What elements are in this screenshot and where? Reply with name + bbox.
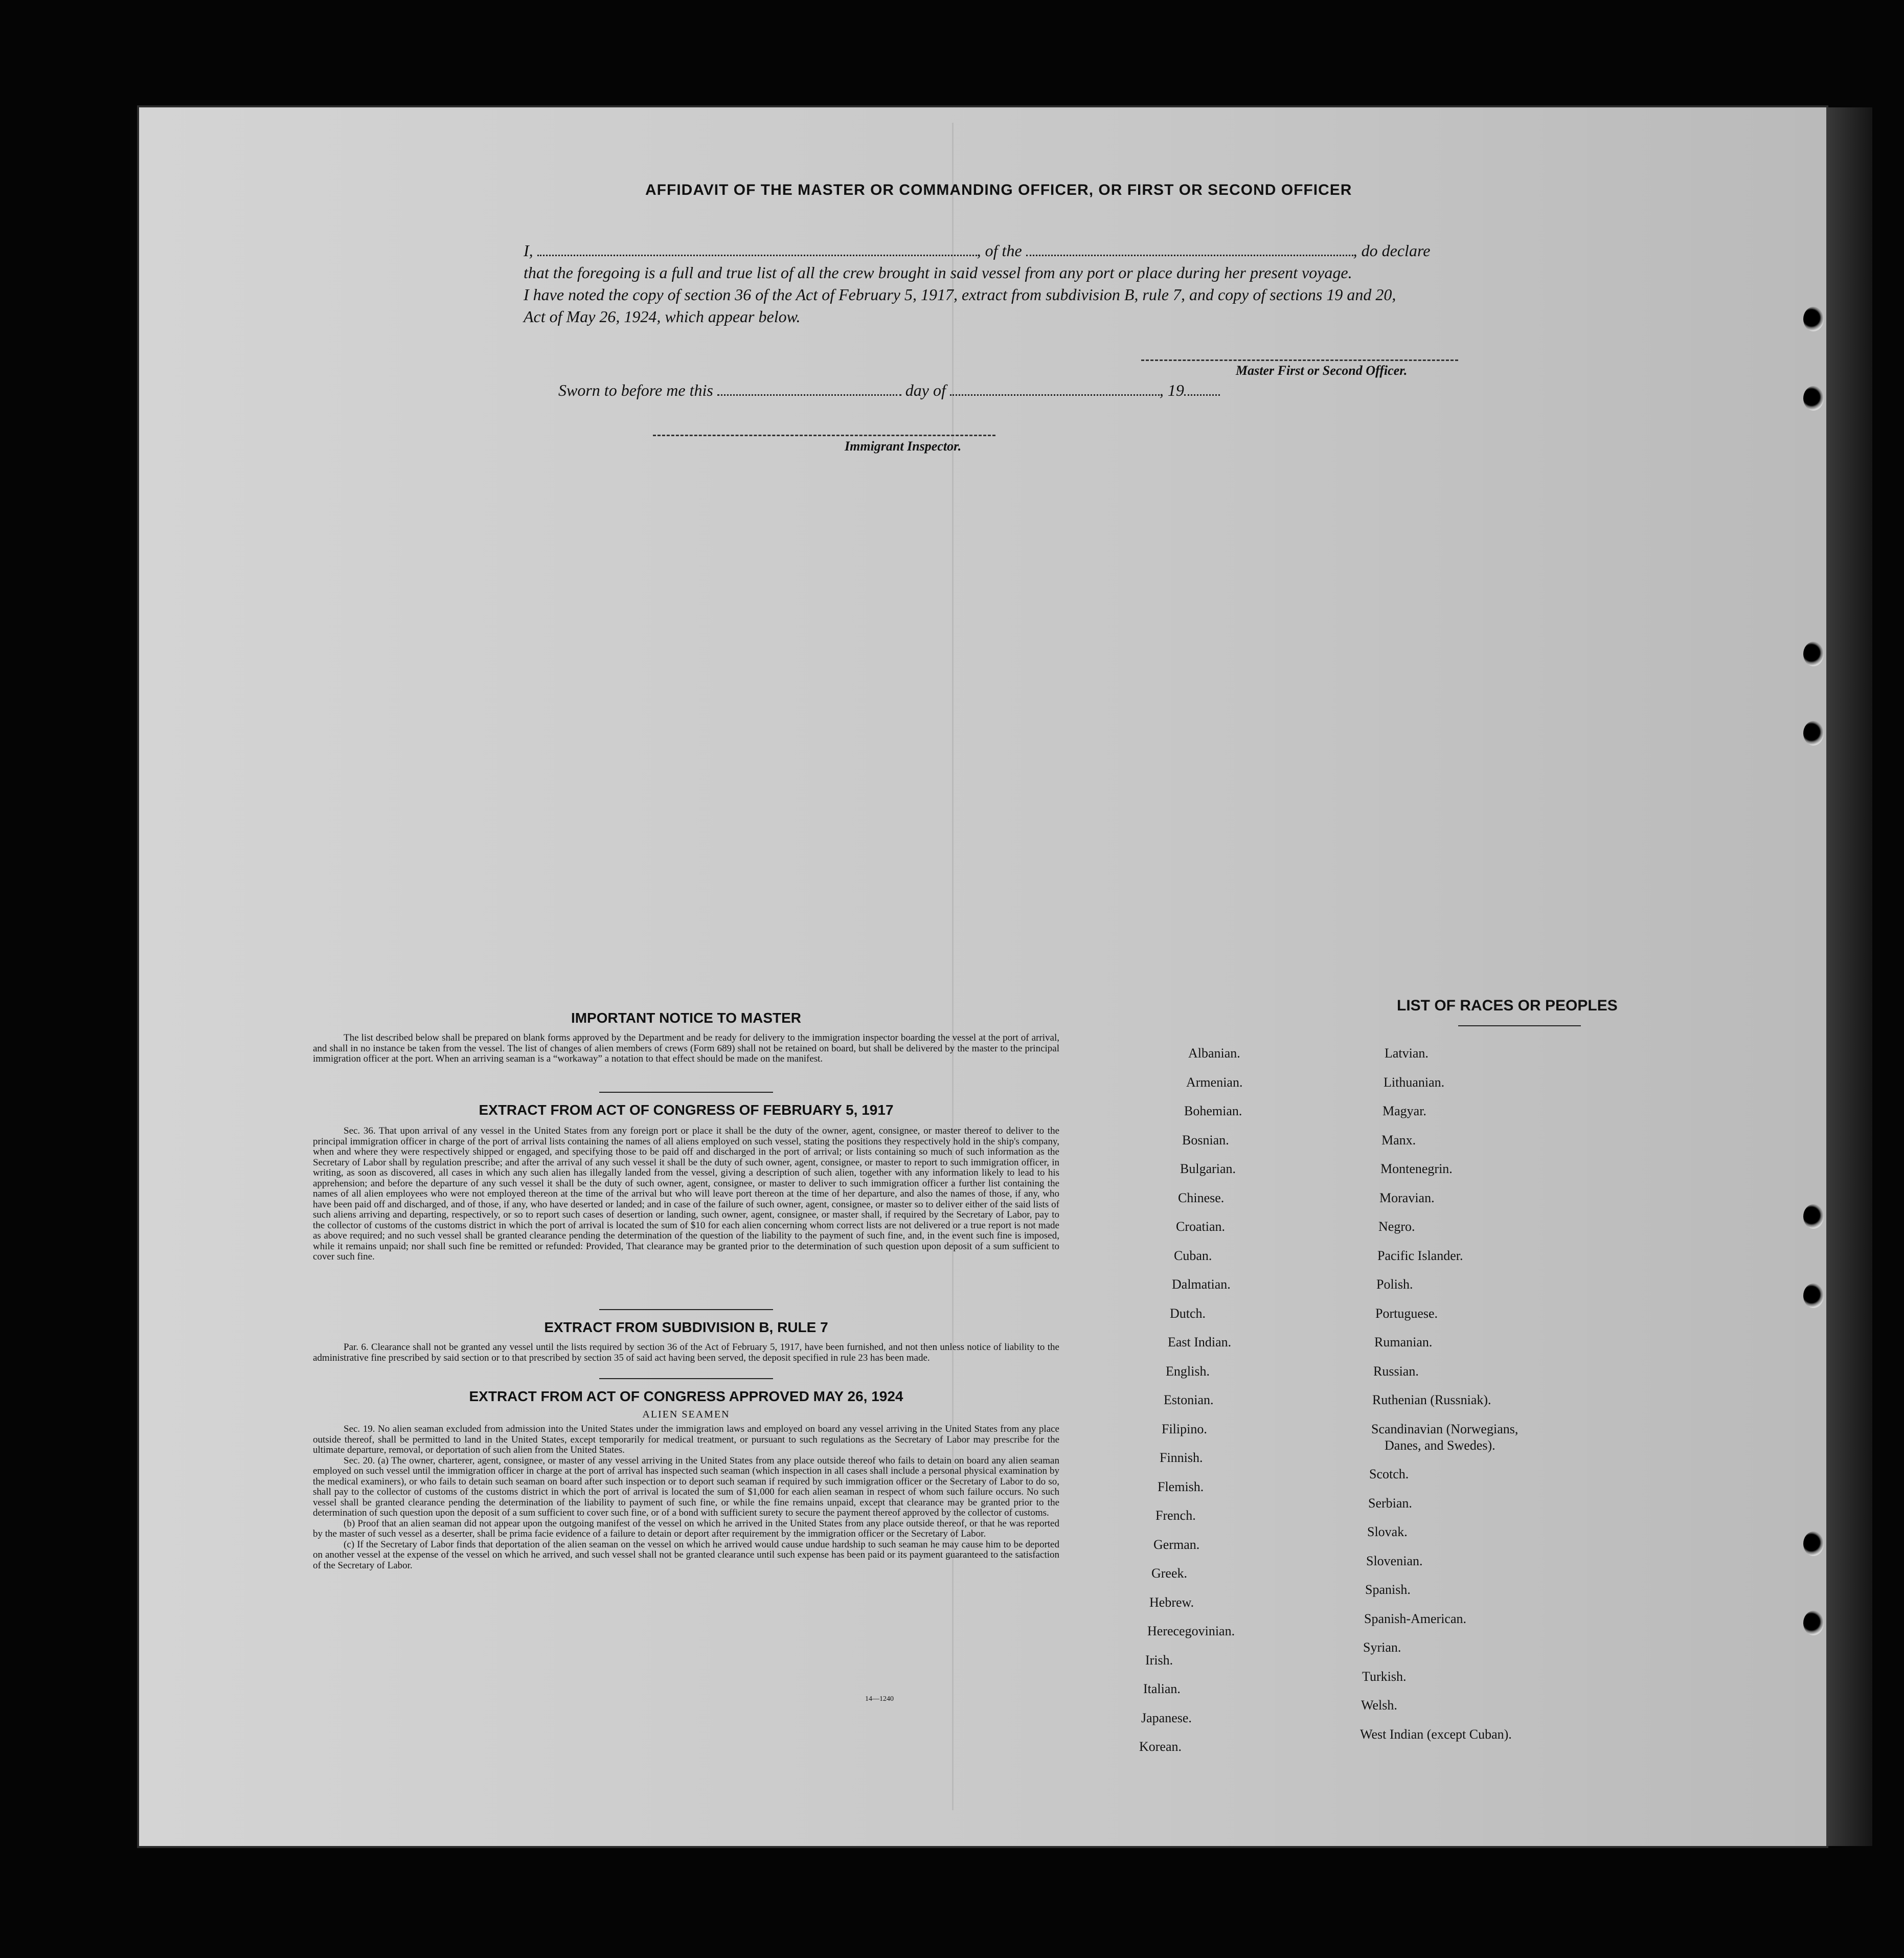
notice-title: IMPORTANT NOTICE TO MASTER xyxy=(571,1010,802,1026)
affidavit-title: AFFIDAVIT OF THE MASTER OR COMMANDING OFFICER, OR FIRST OR SECOND OFFICER xyxy=(645,182,1352,198)
divider xyxy=(599,1309,773,1310)
race-item: Finnish. xyxy=(1160,1450,1203,1465)
race-item: Montenegrin. xyxy=(1380,1161,1453,1176)
race-item: Turkish. xyxy=(1362,1669,1407,1684)
race-item: Slovenian. xyxy=(1366,1553,1423,1568)
race-item: Scandinavian (Norwegians, xyxy=(1371,1421,1518,1436)
race-item: Danes, and Swedes). xyxy=(1385,1437,1495,1453)
race-item: Slovak. xyxy=(1367,1524,1408,1539)
race-item: Portuguese. xyxy=(1375,1306,1438,1321)
race-item: Herecegovinian. xyxy=(1147,1624,1235,1638)
race-item: Welsh. xyxy=(1361,1698,1397,1713)
declaration-text-2: I have noted the copy of section 36 of the Act of February 5, 1917, extract from subdivision B, rule 7, and copy of sections 19 and 20, xyxy=(524,285,1396,304)
race-item: Pacific Islander. xyxy=(1377,1248,1463,1263)
race-item: French. xyxy=(1155,1508,1196,1523)
race-item: Korean. xyxy=(1139,1739,1182,1754)
race-item: Syrian. xyxy=(1363,1640,1401,1655)
sec-20c-text: (c) If the Secretary of Labor finds that deportation of the alien seaman on the vessel on which he arrived would cause undue hardship to such seaman he may cause him to be deported on another vessel at the expense of the vessel on which he arrived, and such vessel shall not be granted clearance until such expense has been paid or its payment guaranteed to the satisfaction of the Secretary of Labor. xyxy=(313,1539,1059,1571)
notice-text: The list described below shall be prepared on blank forms approved by the Department and be ready for delivery to the immigration inspector boarding the vessel at the port of arrival, and shall in no instance be taken from the vessel. The list of changes of alien members of crews (Form 689) shall not be retained on board, but shall be delivered by the master to the principal immigration officer at the port. When an arriving seaman is a “workaway” a notation to that effect should be made on the manifest. xyxy=(313,1032,1059,1064)
race-item: Ruthenian (Russniak). xyxy=(1372,1392,1491,1407)
race-item: Scotch. xyxy=(1369,1467,1409,1481)
binder-hole xyxy=(1803,1532,1824,1556)
binder-hole xyxy=(1803,307,1824,331)
race-item: Dalmatian. xyxy=(1172,1277,1231,1292)
sec-19-text: Sec. 19. No alien seaman excluded from admission into the United States under the immigration laws and employed on board any vessel arriving in the United States from any place outside thereof, shall be permitted to land in the United States, except temporarily for medical treatment, or pursuant to such regulations as the Secretary of Labor may prescribe for the ultimate departure, removal, or deportation of such alien from the United States. xyxy=(313,1424,1059,1455)
race-item: East Indian. xyxy=(1168,1335,1232,1349)
act-1917-text: Sec. 36. That upon arrival of any vessel in the United States from any foreign port or place it shall be the duty of the owner, agent, consignee, or master thereof to deliver to the principal immigration officer in charge of the port of arrival lists containing the names of all aliens employed on such vessel, stating the positions they respectively hold in the ship's company, when and where they were respectively shipped or engaged, and specifying those to be paid off and discharged in the port of arrival; or lists containing so much of such information as the Secretary of Labor shall by regulation prescribe; and after the arrival of any such vessel it shall be the duty of such owner, agent, consignee, or master to report to such immigration officer, in writing, as soon as discovered, all cases in which any such alien has illegally landed from the vessel, giving a description of such alien, together with any information likely to lead to his apprehension; and before the departure of any such vessel it shall be the duty of such owner, agent, consignee, or master to deliver to such immigration officer a further list containing the names of all alien employees who were not employed thereon at the time of the arrival but who will leave port thereon at the time of her departure, and also the names of those, if any, who have been paid off and discharged, and of those, if any, who have deserted or landed; and in case of the failure of such owner, agent, consignee, or master so to deliver either of the said lists of such aliens arriving and departing, respectively, or so to report such cases of desertion or landing, such owner, agent, consignee, or master shall, if required by the Secretary of Labor, pay to the collector of customs of the customs district in which the port of arrival is located the sum of $10 for each alien concerning whom correct lists are not delivered or a true report is not made as above required; and no such vessel shall be granted clearance pending the determination of the question of the liability to the payment of such fine, and, in the event such fine is imposed, while it remains unpaid; nor shall such fine be remitted or refunded: Provided, That clearance may be granted prior to the determination of such question upon deposit of a sum sufficient to cover such fine. xyxy=(313,1126,1059,1262)
race-item: Lithuanian. xyxy=(1384,1074,1445,1090)
inspector-signature-line xyxy=(653,435,995,436)
race-item: German. xyxy=(1153,1537,1200,1552)
form-number: 14—1240 xyxy=(865,1695,894,1703)
manifest-page xyxy=(139,107,1826,1846)
race-item: Spanish. xyxy=(1365,1582,1411,1597)
race-item: Bulgarian. xyxy=(1180,1161,1236,1176)
race-item: Polish. xyxy=(1376,1277,1413,1292)
declaration-text-1: that the foregoing is a full and true list of all the crew brought in said vessel from any port or place during her present voyage. xyxy=(524,263,1352,282)
race-item: Filipino. xyxy=(1162,1421,1207,1436)
page-edge xyxy=(1826,107,1872,1846)
act-1917-title: EXTRACT FROM ACT OF CONGRESS OF FEBRUARY 5, 1917 xyxy=(479,1102,894,1118)
race-item: Spanish-American. xyxy=(1364,1611,1467,1626)
rule-7-title: EXTRACT FROM SUBDIVISION B, RULE 7 xyxy=(544,1319,828,1335)
race-item: Croatian. xyxy=(1176,1219,1226,1234)
divider xyxy=(599,1092,773,1093)
race-item: Latvian. xyxy=(1385,1046,1429,1061)
day-blank xyxy=(717,383,901,396)
race-item: Manx. xyxy=(1381,1132,1416,1147)
race-item: Irish. xyxy=(1145,1652,1173,1668)
master-signature-line xyxy=(1141,359,1458,361)
race-item: Rumanian. xyxy=(1374,1335,1433,1349)
race-item: Bosnian. xyxy=(1182,1132,1229,1147)
race-item: Chinese. xyxy=(1178,1190,1225,1205)
races-title: LIST OF RACES OR PEOPLES xyxy=(1397,997,1618,1014)
binder-hole xyxy=(1803,1284,1824,1308)
name-blank xyxy=(537,243,977,256)
race-item: Hebrew. xyxy=(1149,1594,1194,1610)
divider xyxy=(599,1378,773,1379)
rule-7-text: Par. 6. Clearance shall not be granted any vessel until the lists required by section 36 of the Act of February 5, 1917, have been furnished, and not then unless notice of liability to the administrative fine prescribed by said section or to that prescribed by section 35 of said act having been served, the deposit specified in rule 23 has been made. xyxy=(313,1342,1059,1363)
master-caption: Master First or Second Officer. xyxy=(1236,363,1408,378)
race-item: Dutch. xyxy=(1170,1306,1206,1321)
sworn-day-of: day of xyxy=(905,381,946,399)
binder-hole xyxy=(1803,386,1824,411)
race-item: West Indian (except Cuban). xyxy=(1360,1726,1512,1742)
race-item: Cuban. xyxy=(1174,1248,1212,1263)
vessel-blank xyxy=(1026,243,1353,256)
sworn-year-prefix: , 19 xyxy=(1159,381,1184,399)
race-item: English. xyxy=(1166,1363,1210,1379)
race-item: Serbian. xyxy=(1368,1495,1412,1511)
sec-20b-text: (b) Proof that an alien seaman did not appear upon the outgoing manifest of the vessel on which he arrived in the United States from any place outside thereof, or that he was reported by the master of such vessel as a deserter, shall be prima facie evidence of a failure to detain or deport after requirement by the immigration officer or the Secretary of Labor. xyxy=(313,1518,1059,1539)
declaration-of-the: , of the xyxy=(977,241,1022,260)
inspector-caption: Immigrant Inspector. xyxy=(845,439,962,454)
race-item: Armenian. xyxy=(1186,1074,1243,1090)
binder-hole xyxy=(1803,642,1824,666)
sec-20a-text: Sec. 20. (a) The owner, charterer, agent, consignee, or master of any vessel arriving in the United States from any place outside thereof who fails to detain on board any alien seaman employed on such vessel until the immigration officer in charge at the port of arrival has inspected such seaman (which inspection in all cases shall include a personal physical examination by the medical examiners), or who fails to detain such seaman on board after such inspection or to deport such seaman if required by such immigration officer or the Secretary of Labor to do so, shall pay to the collector of customs of the customs district in which the port of arrival is located the sum of $1,000 for each alien seaman in respect of whom such failure occurs. No such vessel shall be granted clearance pending the determination of the liability to payment of such fine, or while the fine remains unpaid, except that clearance may be granted prior to the determination of such question upon the deposit of a sum sufficient to cover such fine, or of a bond with sufficient surety to secure the payment thereof approved by the collector of customs. xyxy=(313,1455,1059,1518)
act-1924-text xyxy=(313,1424,1059,1571)
race-item: Albanian. xyxy=(1188,1046,1240,1061)
binder-hole xyxy=(1803,1611,1824,1635)
race-item: Italian. xyxy=(1143,1681,1181,1696)
sworn-line xyxy=(558,381,1220,400)
race-item: Negro. xyxy=(1378,1219,1415,1234)
month-blank xyxy=(950,383,1160,396)
race-item: Flemish. xyxy=(1158,1479,1204,1494)
declaration-suffix: , do declare xyxy=(1353,241,1431,260)
binder-hole xyxy=(1803,721,1824,746)
race-item: Magyar. xyxy=(1382,1104,1426,1118)
alien-seamen-subtitle: ALIEN SEAMEN xyxy=(642,1409,730,1420)
binder-hole xyxy=(1803,1204,1824,1229)
declaration-prefix: I, xyxy=(524,241,533,260)
race-item: Estonian. xyxy=(1164,1392,1214,1407)
divider xyxy=(1458,1025,1581,1026)
sworn-prefix: Sworn to before me this xyxy=(558,381,713,399)
act-1924-title: EXTRACT FROM ACT OF CONGRESS APPROVED MAY 26, 1924 xyxy=(469,1388,903,1404)
race-item: Greek. xyxy=(1151,1566,1188,1581)
race-item: Bohemian. xyxy=(1184,1104,1242,1118)
year-blank xyxy=(1184,383,1220,396)
race-item: Japanese. xyxy=(1141,1710,1192,1725)
race-item: Moravian. xyxy=(1379,1190,1435,1205)
declaration-text-3: Act of May 26, 1924, which appear below. xyxy=(524,307,801,326)
declaration-line xyxy=(524,241,1430,260)
race-item: Russian. xyxy=(1373,1363,1419,1379)
